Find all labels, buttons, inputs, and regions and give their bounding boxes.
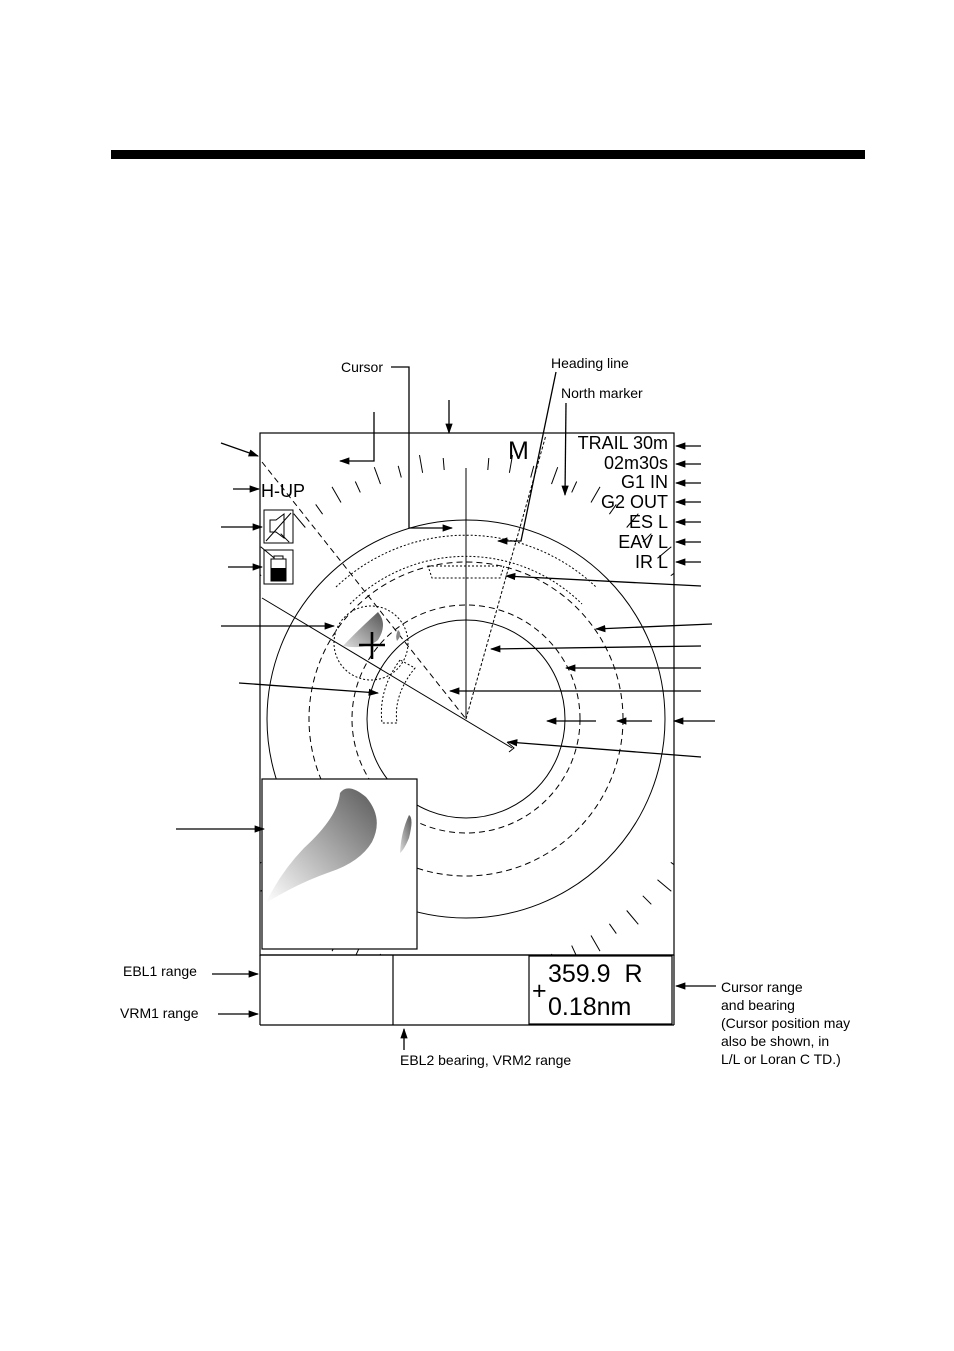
bearing-tick [420,965,423,983]
bearing-tick [715,696,727,697]
bearing-tick [693,608,704,613]
bearing-tick [205,696,217,697]
bearing-tick [572,482,577,493]
bearing-tick [591,936,600,952]
label-cursor: Cursor [341,359,384,375]
bearing-tick [643,896,652,905]
bearing-tick [693,825,704,830]
bearing-tick [205,741,217,742]
bearing-tick [316,504,323,514]
cursor-range: 0.18nm [548,993,632,1021]
bearing-tick [374,954,380,971]
speaker-muted-icon [264,510,293,543]
status-guard1: G1 IN [620,472,668,492]
svg-text:Cursor range: Cursor range [721,979,803,995]
bearing-tick [509,965,512,983]
bearing-tick [591,487,600,503]
bearing-tick [712,673,730,676]
bearing-tick [214,805,231,811]
bearing-tick [531,466,534,478]
bearing-tick [671,862,681,869]
bearing-tick [420,455,423,473]
svg-text:also be shown, in: also be shown, in [721,1033,830,1049]
target-echo [343,612,383,647]
cursor-bearing: 359.9 R [548,960,643,988]
bearing-tick [701,805,718,811]
bearing-tick [609,924,616,934]
label-heading-line: Heading line [551,355,629,371]
bearing-tick [261,547,275,559]
bearing-tick [708,784,720,787]
bearing-tick [552,467,558,484]
bearing-tick [708,651,720,654]
bearing-tick [281,534,290,543]
svg-text:(Cursor position may: (Cursor position may [721,1015,851,1031]
bearing-tick [701,627,718,633]
cursor-symbol: + [532,977,547,1005]
target-echo-small [396,630,400,641]
battery-icon [264,550,293,584]
mode-label: H-UP [261,481,305,501]
label-ebl2-vrm2: EBL2 bearing, VRM2 range [400,1052,572,1068]
bearing-tick [671,569,681,576]
svg-text:and bearing: and bearing [721,997,795,1013]
label-north-marker: North marker [561,385,643,401]
bearing-tick [627,911,639,925]
bearing-tick [229,608,240,613]
bearing-tick [715,741,727,742]
status-es: ES L [628,512,668,532]
bearing-tick [355,482,360,493]
bearing-tick [683,844,699,853]
label-vrm1-range: VRM1 range [120,1005,199,1021]
bearing-tick [214,627,231,633]
bearing-tick [213,651,225,654]
status-eav: EAV L [618,532,668,552]
bearing-tick [531,961,534,973]
bearing-tick [398,466,401,478]
bearing-tick [658,880,672,892]
guard-zone-2 [381,660,415,723]
svg-text:L/L or Loran C TD.): L/L or Loran C TD.) [721,1051,841,1067]
bearing-tick [712,762,730,765]
bearing-tick [213,784,225,787]
bearing-tick [202,762,220,765]
bearing-tick [488,968,489,980]
status-ir: IR L [634,552,668,572]
bearing-tick [202,673,220,676]
label-cursor-info [721,979,850,1067]
status-guard2: G2 OUT [600,492,668,512]
bearing-tick [294,514,306,528]
bearing-tick [332,487,341,503]
bearing-tick [398,961,401,973]
bearing-tick [374,467,380,484]
bearing-tick [443,458,444,470]
bearing-tick [234,585,250,594]
bearing-tick [234,844,250,853]
header-bar [111,150,865,159]
status-trail: TRAIL 30m [577,433,668,453]
status-trail-time: 02m30s [603,453,668,473]
bearing-tick [443,968,444,980]
mark-label: M [508,437,529,465]
bearing-tick [488,458,489,470]
label-ebl1-range: EBL1 range [123,963,197,979]
